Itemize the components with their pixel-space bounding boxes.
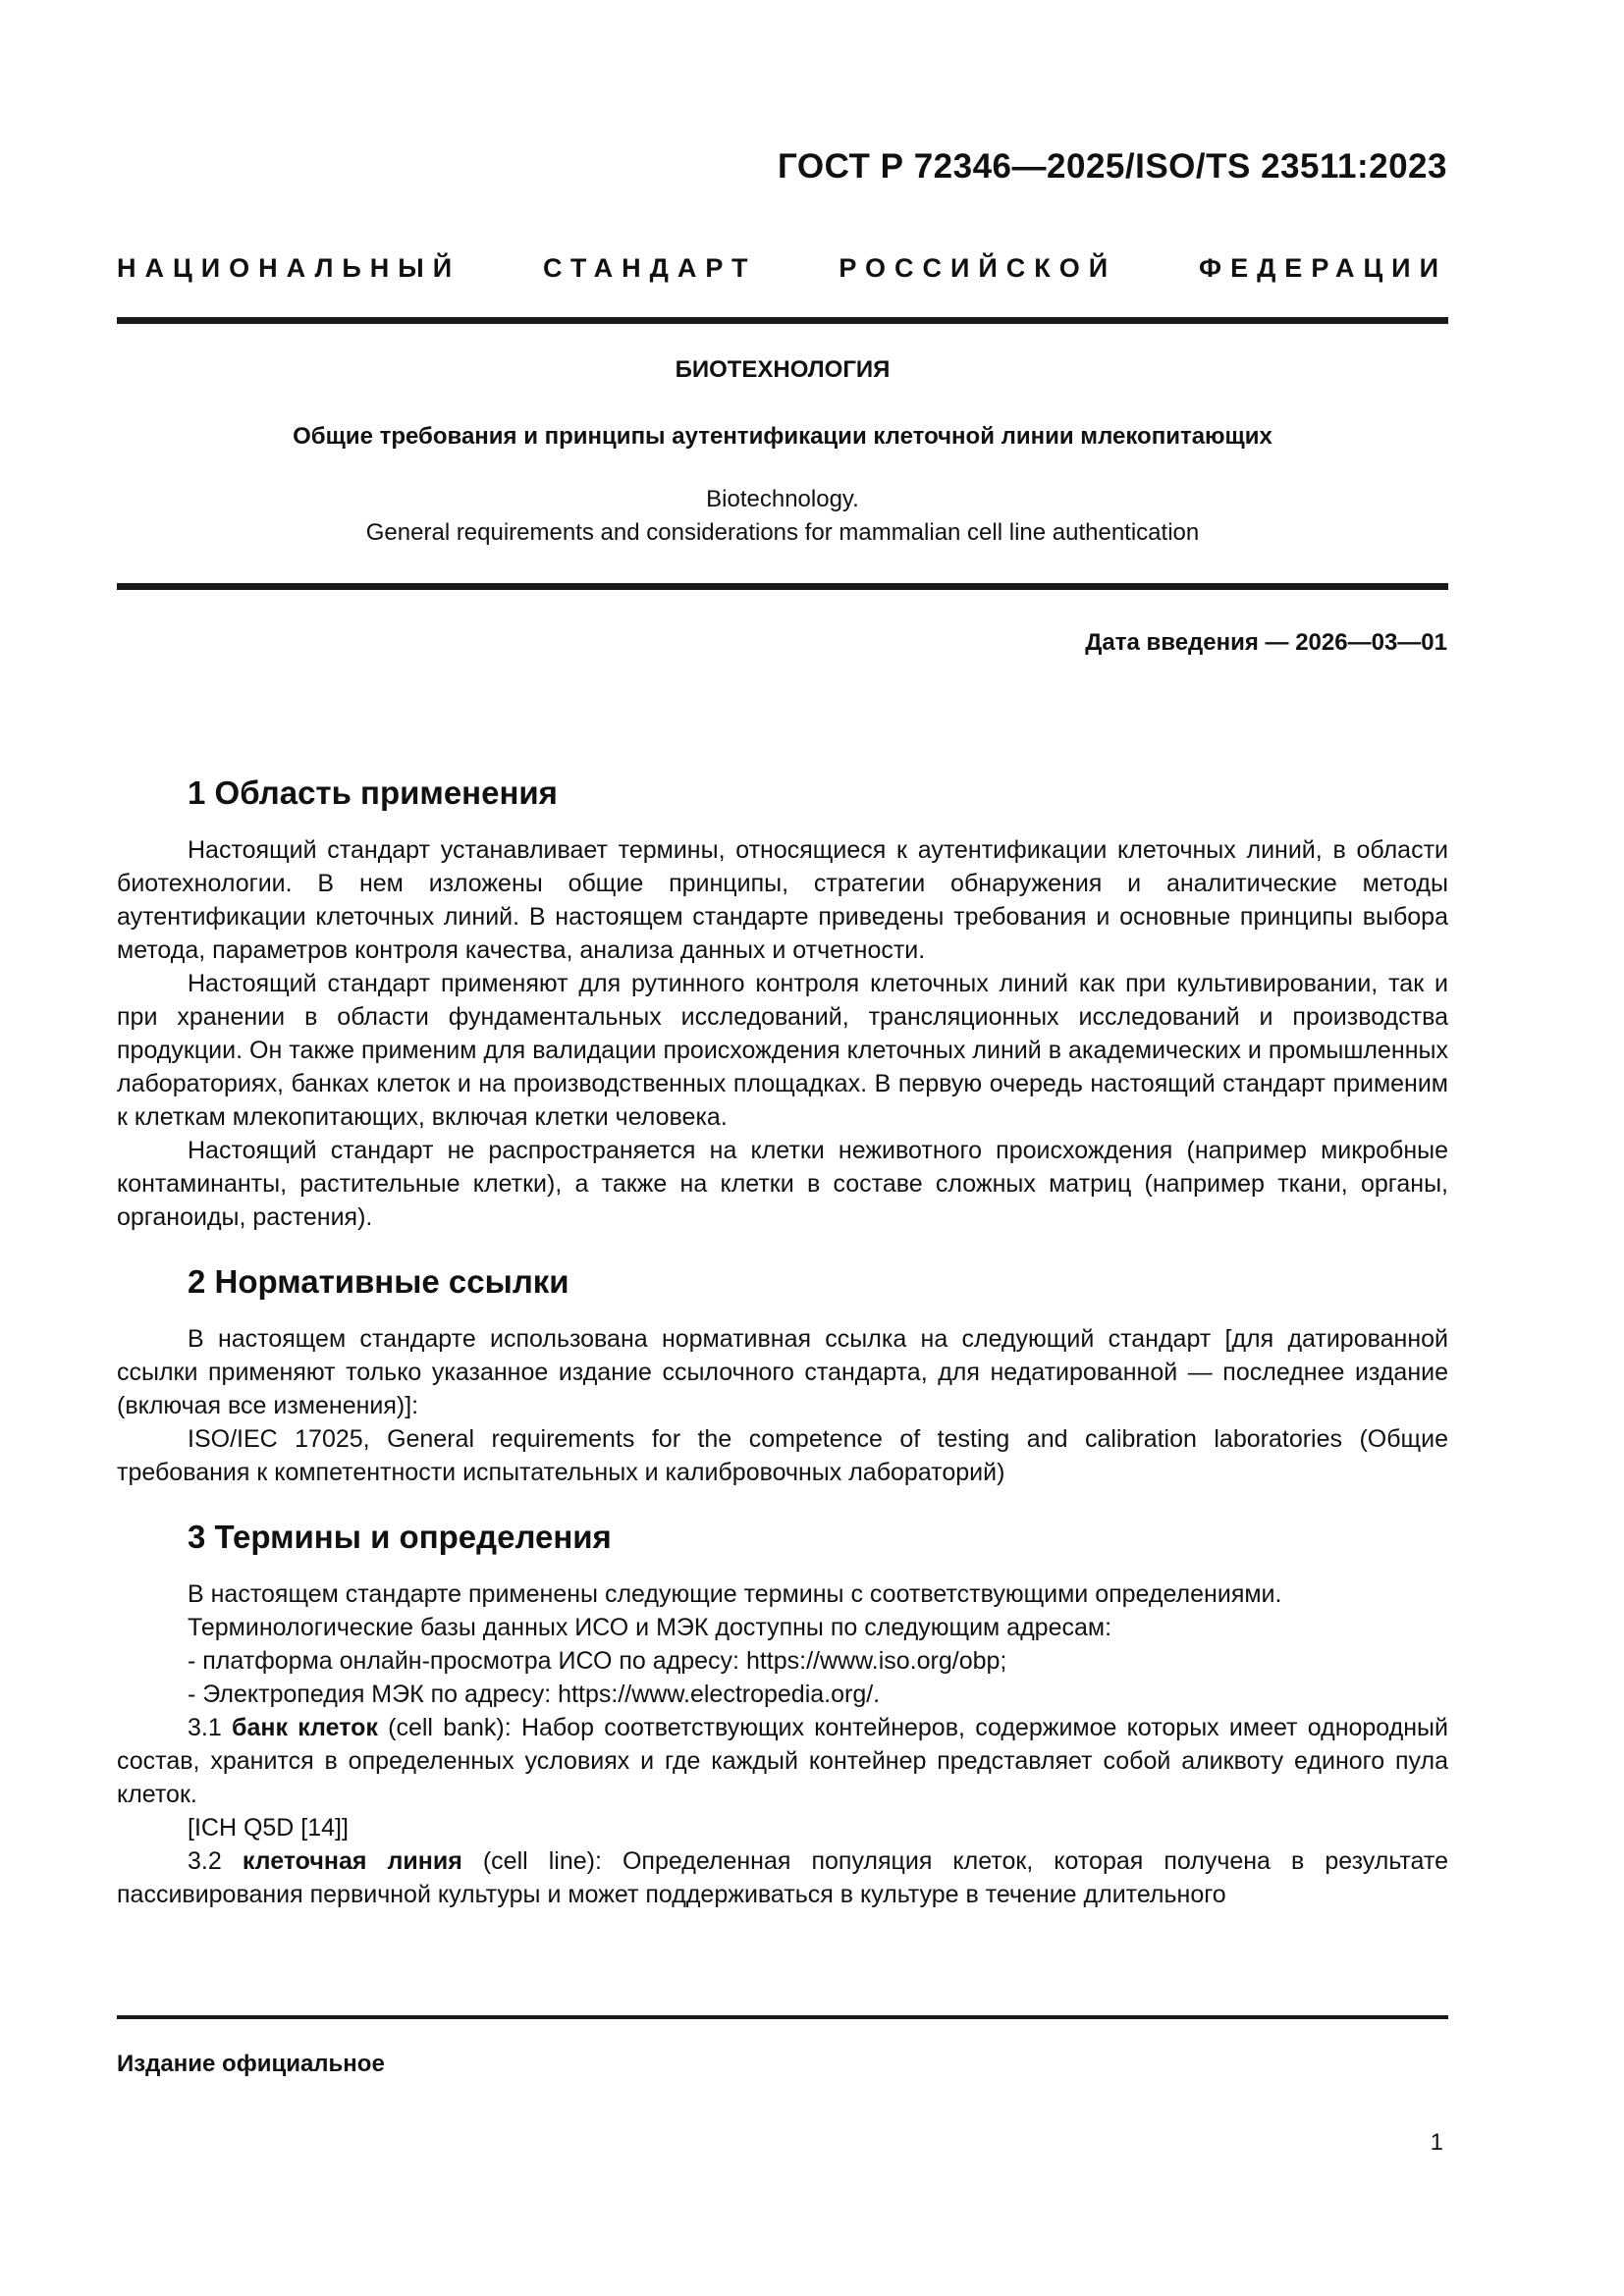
document-title: БИОТЕХНОЛОГИЯ <box>675 356 891 383</box>
term-3-1-number: 3.1 <box>188 1714 222 1741</box>
term-3-1-definition: (cell bank): Набор соответствующих контейнеров, содержимое которых имеет однородный состав, хранится в определенных условиях и где каждый контейнер представляет собой аликвоту единого пула клеток. <box>117 1714 1448 1808</box>
document-body <box>117 772 1448 1911</box>
title-en-line-2: General requirements and considerations for mammalian cell line authentication <box>365 519 1200 546</box>
section-1-paragraph-1: Настоящий стандарт устанавливает термины, относящиеся к аутентификации клеточных линий, в области биотехнологии. В нем изложены общие принципы, стратегии обнаружения и аналитические методы аутентификации клеточных линий. В настоящем стандарте приведены требования и основные принципы выбора метода, параметров контроля качества, анализа данных и отчетности. <box>117 836 1448 964</box>
term-3-1 <box>117 1711 1448 1811</box>
section-1-paragraph-2: Настоящий стандарт применяют для рутинного контроля клеточных линий как при культивировании, так и при хранении в области фундаментальных исследований, трансляционных исследований и производства продукции. Он также применим для валидации происхождения клеточных линий в академических и промышленных лабораториях, банках клеток и на производственных площадках. В первую очередь настоящий стандарт применим к клеткам млекопитающих, включая клетки человека. <box>117 970 1448 1131</box>
section-3-heading: 3 Термины и определения <box>188 1519 612 1555</box>
title-en-line-1: Biotechnology. <box>706 486 859 512</box>
title-rule <box>117 583 1448 590</box>
introduction-date: Дата введения — 2026—03—01 <box>1085 629 1447 656</box>
national-standard-banner: НАЦИОНАЛЬНЫЙ СТАНДАРТ РОССИЙСКОЙ ФЕДЕРАЦИИ <box>117 253 1447 283</box>
term-3-2 <box>117 1844 1448 1911</box>
header-rule <box>117 317 1448 324</box>
section-3-paragraph-1: В настоящем стандарте применены следующие термины с соответствующими определениями. <box>188 1580 1282 1608</box>
section-2-paragraph-2: ISO/IEC 17025, General requirements for the competence of testing and calibration laboratories (Общие требования к компетентности испытательных и калибровочных лабораторий) <box>117 1425 1448 1486</box>
term-3-2-term: клеточная линия <box>242 1847 462 1875</box>
term-3-2-definition: (cell line): Определенная популяция клеток, которая получена в результате пассивирования первичной культуры и может поддерживаться в культуре в течение длительного <box>117 1847 1448 1908</box>
document-code: ГОСТ Р 72346—2025/ISO/TS 23511:2023 <box>778 147 1447 186</box>
page-number: 1 <box>1430 2129 1443 2156</box>
section-3-list-item-2: - Электропедия МЭК по адресу: https://www.electropedia.org/. <box>188 1681 881 1708</box>
footer-rule <box>117 2015 1448 2019</box>
section-gap <box>117 1489 1448 1516</box>
section-1-paragraph-3: Настоящий стандарт не распространяется на клетки неживотного происхождения (например микробные контаминанты, растительные клетки), а также на клетки в составе сложных матриц (например ткани, органы, органоиды, растения). <box>117 1137 1448 1231</box>
term-3-1-source: [ICH Q5D [14]] <box>188 1814 349 1842</box>
section-2-heading: 2 Нормативные ссылки <box>188 1263 569 1300</box>
section-3-paragraph-2: Терминологические базы данных ИСО и МЭК доступны по следующим адресам: <box>188 1614 1112 1641</box>
term-3-2-number: 3.2 <box>188 1847 222 1875</box>
section-gap <box>117 1234 1448 1260</box>
term-3-1-term: банк клеток <box>232 1714 378 1741</box>
section-3-list-item-1: - платформа онлайн-просмотра ИСО по адресу: https://www.iso.org/obp; <box>188 1647 1007 1675</box>
document-subtitle-ru: Общие требования и принципы аутентификации клеточной линии млекопитающих <box>293 423 1272 450</box>
section-1-heading: 1 Область применения <box>188 774 558 811</box>
document-title-en <box>117 483 1448 550</box>
section-2-paragraph-1: В настоящем стандарте использована нормативная ссылка на следующий стандарт [для датированной ссылки применяют только указанное издание ссылочного стандарта, для недатированной — последнее издание (включая все изменения)]: <box>117 1325 1448 1419</box>
official-edition-label: Издание официальное <box>117 2051 385 2077</box>
